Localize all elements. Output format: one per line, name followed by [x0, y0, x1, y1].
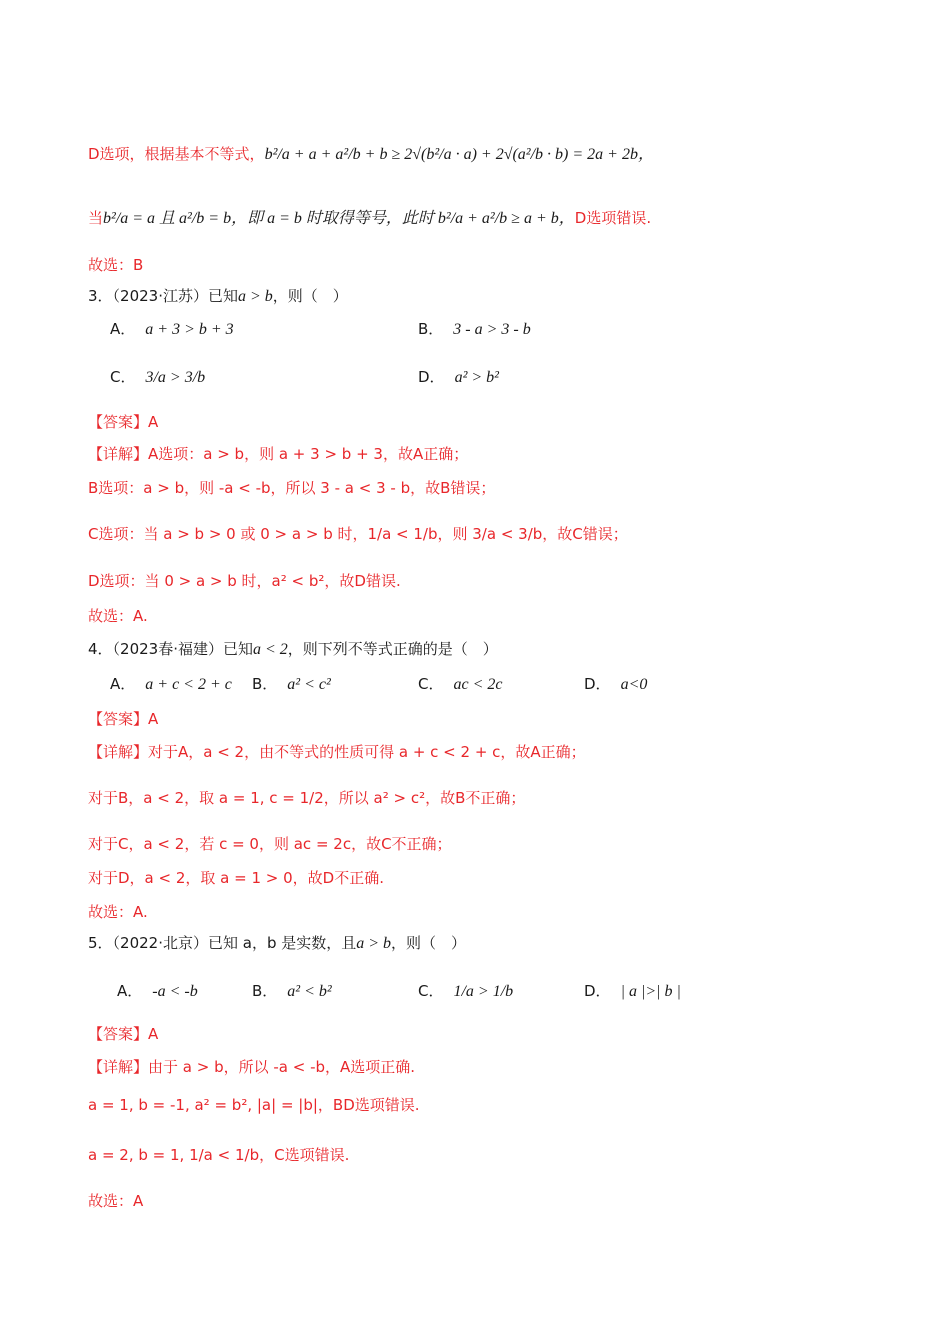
option-label: B． [252, 982, 278, 1000]
q3-option-d[interactable] [418, 366, 499, 389]
option-text: 3 - a > 3 - b [453, 321, 531, 338]
q4-final: 故选：A. [88, 903, 148, 921]
q3-detail-a: 【详解】A选项：a > b，则 a + 3 > b + 3，故A正确； [88, 445, 469, 463]
option-label: C． [418, 675, 444, 693]
q2-d-formula: b²/a + a + a²/b + b ≥ 2√(b²/a · a) + 2√(a²/b · b) = 2a + 2b， [264, 146, 654, 163]
q5-option-d[interactable] [584, 980, 681, 1003]
q3-stem-text: 3．（2023·江苏）已知 [88, 287, 238, 305]
q5-detail-a: 【详解】由于 a > b，所以 -a < -b，A选项正确. [88, 1058, 416, 1076]
q4-stem [88, 638, 498, 661]
q2-eq-formula: b²/a = a 且 a²/b = b，即 a = b 时取得等号，此时 b²/a + a²/b ≥ a + b， [103, 210, 575, 227]
q3-detail-b: B选项：a > b，则 -a < -b，所以 3 - a < 3 - b，故B错误； [88, 479, 496, 497]
option-label: B． [252, 675, 278, 693]
q5-stem-text: 5．（2022·北京）已知 a，b 是实数，且 [88, 934, 357, 952]
q4-option-c[interactable] [418, 673, 502, 696]
q2-eq-suffix: D选项错误. [574, 209, 652, 227]
q4-option-a[interactable] [110, 673, 232, 696]
q5-option-a[interactable] [117, 980, 198, 1003]
q2-eq-prefix: 当 [88, 209, 104, 227]
q5-final: 故选：A [88, 1192, 144, 1210]
q4-detail-c: 对于C，a < 2，若 c = 0，则 ac = 2c，故C不正确； [88, 835, 452, 853]
option-text: a² > b² [454, 369, 499, 386]
option-label: D． [584, 675, 611, 693]
option-label: D． [418, 368, 445, 386]
q2-d-option-line [88, 143, 654, 166]
option-label: C． [110, 368, 136, 386]
option-label: D． [584, 982, 611, 1000]
q3-detail-c: C选项：当 a > b > 0 或 0 > a > b 时，1/a < 1/b，则 3/a < 3/b，故C错误； [88, 525, 628, 543]
option-text: a² < b² [287, 983, 332, 1000]
q2-equality-line [88, 207, 651, 230]
q5-option-c[interactable] [418, 980, 513, 1003]
option-label: B． [418, 320, 444, 338]
q3-stem-end: ，则（ ） [272, 287, 348, 305]
q3-detail-d: D选项：当 0 > a > b 时，a² < b²，故D错误. [88, 572, 401, 590]
q2-answer: 故选：B [88, 256, 144, 274]
q5-stem [88, 932, 466, 955]
option-text: ac < 2c [453, 676, 503, 693]
option-text: -a < -b [152, 983, 198, 1000]
q4-stem-end: ，则下列不等式正确的是（ ） [287, 640, 498, 658]
q2-d-text: D选项，根据基本不等式， [88, 145, 265, 163]
q3-option-c[interactable] [110, 366, 205, 389]
q4-answer: 【答案】A [88, 710, 159, 728]
option-text: 1/a > 1/b [453, 983, 514, 1000]
q4-option-d[interactable] [584, 673, 647, 696]
q4-detail-b: 对于B，a < 2，取 a = 1, c = 1/2，所以 a² > c²，故B不正确； [88, 789, 526, 807]
option-label: A． [117, 982, 143, 1000]
option-text: a + 3 > b + 3 [145, 321, 234, 338]
q5-stem-math: a > b [356, 935, 392, 952]
option-text: 3/a > 3/b [145, 369, 206, 386]
q4-detail-a: 【详解】对于A，a < 2，由不等式的性质可得 a + c < 2 + c，故A正确； [88, 743, 586, 761]
option-text: a + c < 2 + c [145, 676, 232, 693]
q4-detail-d: 对于D，a < 2，取 a = 1 > 0，故D不正确. [88, 869, 384, 887]
q3-stem [88, 285, 348, 308]
q5-detail-c: a = 2, b = 1, 1/a < 1/b，C选项错误. [88, 1146, 350, 1164]
q3-final: 故选：A. [88, 607, 148, 625]
option-text: | a |>| b | [620, 983, 681, 1000]
option-text: a<0 [620, 676, 648, 693]
option-label: A． [110, 320, 136, 338]
option-text: a² < c² [287, 676, 331, 693]
q4-stem-math: a < 2 [253, 641, 288, 658]
q5-answer: 【答案】A [88, 1025, 159, 1043]
q3-option-a[interactable] [110, 318, 234, 341]
option-label: C． [418, 982, 444, 1000]
q5-stem-end: ，则（ ） [391, 934, 467, 952]
q3-answer: 【答案】A [88, 413, 159, 431]
q3-option-b[interactable] [418, 318, 531, 341]
q5-detail-bd: a = 1, b = -1, a² = b², |a| = |b|，BD选项错误. [88, 1096, 420, 1114]
q4-option-b[interactable] [252, 673, 331, 696]
q4-stem-text: 4．（2023春·福建）已知 [88, 640, 253, 658]
option-label: A． [110, 675, 136, 693]
q5-option-b[interactable] [252, 980, 332, 1003]
q3-stem-math: a > b [238, 288, 273, 305]
